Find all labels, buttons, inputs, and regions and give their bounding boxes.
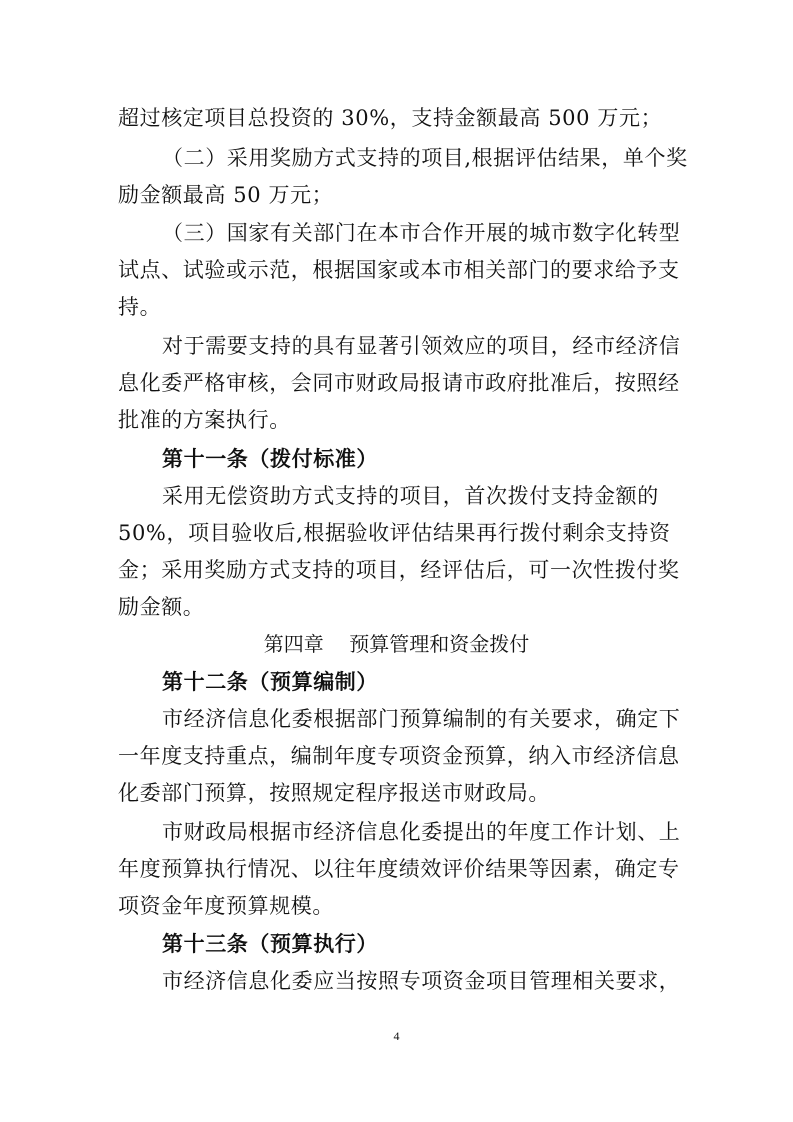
paragraph-line: 息化委严格审核，会同市财政局报请市政府批准后，按照经 [118, 371, 680, 395]
article-heading: 第十一条（拨付标准） [162, 447, 378, 471]
paragraph-line: 50%，项目验收后,根据验收评估结果再行拨付剩余支持资 [118, 521, 671, 545]
paragraph-line: 项资金年度预算规模。 [118, 894, 334, 918]
paragraph-line: 金；采用奖励方式支持的项目，经评估后，可一次性拨付奖 [118, 558, 680, 582]
chapter-heading: 第四章 预算管理和资金拨付 [263, 632, 530, 656]
paragraph-line: 一年度支持重点，编制年度专项资金预算，纳入市经济信息 [118, 744, 680, 768]
paragraph-line: 市经济信息化委根据部门预算编制的有关要求，确定下 [162, 707, 681, 731]
page-number: 4 [393, 1029, 400, 1043]
paragraph-line: 采用无偿资助方式支持的项目，首次拨付支持金额的 [162, 484, 659, 508]
paragraph-line: 超过核定项目总投资的 30%，支持金额最高 500 万元； [118, 106, 663, 130]
article-heading: 第十二条（预算编制） [162, 670, 378, 694]
paragraph-line: 市财政局根据市经济信息化委提出的年度工作计划、上 [162, 820, 681, 844]
article-heading: 第十三条（预算执行） [162, 932, 378, 956]
paragraph-line: 试点、试验或示范，根据国家或本市相关部门的要求给予支 [118, 258, 680, 282]
paragraph-line: 年度预算执行情况、以往年度绩效评价结果等因素，确定专 [118, 857, 680, 881]
paragraph-line: 对于需要支持的具有显著引领效应的项目，经市经济信 [162, 334, 681, 358]
paragraph-line: 批准的方案执行。 [118, 408, 291, 432]
paragraph-line: 市经济信息化委应当按照专项资金项目管理相关要求， [162, 969, 681, 993]
paragraph-line: 励金额最高 50 万元； [118, 183, 334, 207]
paragraph-line: 持。 [118, 295, 162, 319]
paragraph-line: （三）国家有关部门在本市合作开展的城市数字化转型 [162, 221, 681, 245]
paragraph-line: 励金额。 [118, 595, 205, 619]
paragraph-line: 化委部门预算，按照规定程序报送市财政局。 [118, 781, 550, 805]
paragraph-line: （二）采用奖励方式支持的项目,根据评估结果，单个奖 [162, 146, 688, 170]
